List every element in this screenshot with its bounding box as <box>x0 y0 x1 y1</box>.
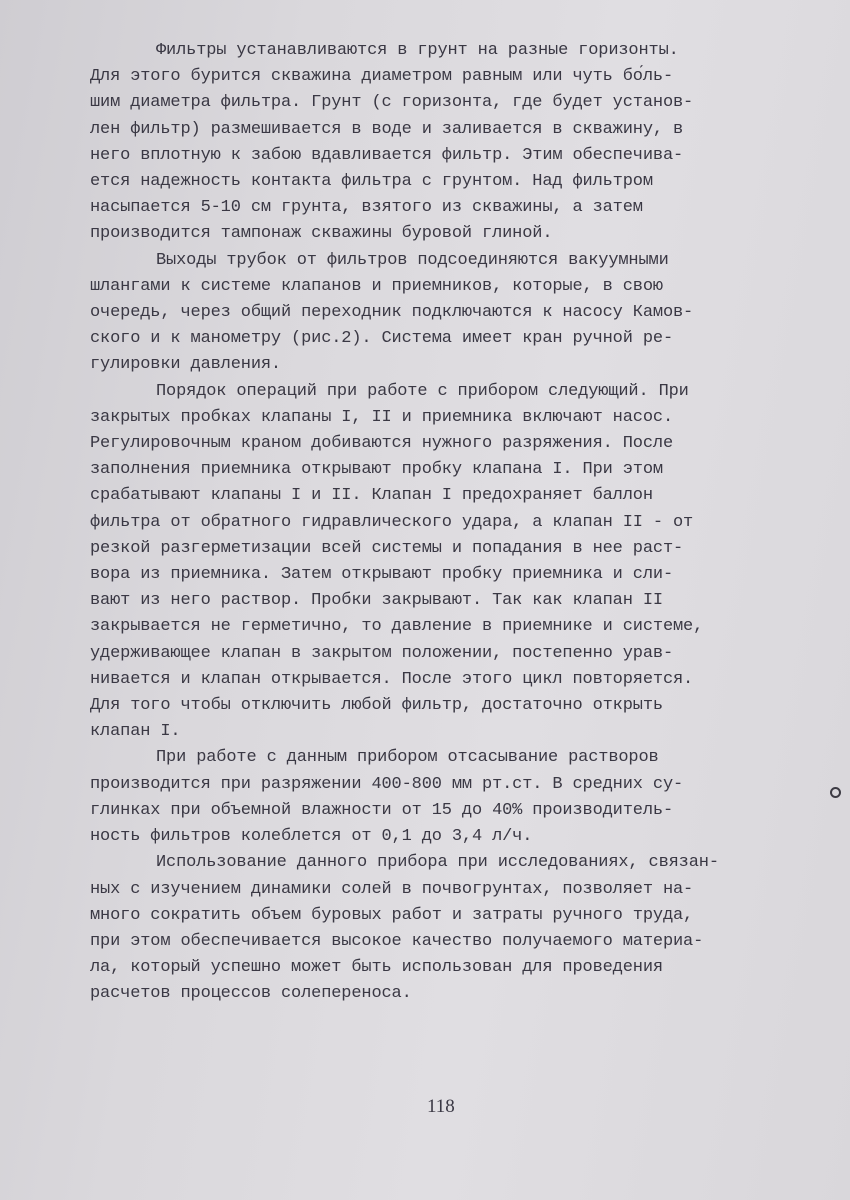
ink-mark <box>830 787 841 798</box>
text-line: ла, который успешно может быть использован для проведения <box>90 958 663 978</box>
text-line: клапан I. <box>90 722 181 742</box>
text-line: гулировки давления. <box>90 355 281 375</box>
paragraph-4 <box>90 745 820 850</box>
text-line: производится при разряжении 400-800 мм рт.ст. В средних су- <box>90 774 684 794</box>
text-line: ных с изучением динамики солей в почвогрунтах, позволяет на- <box>90 879 694 899</box>
text-line: много сократить объем буровых работ и затраты ручного труда, <box>90 905 694 925</box>
text-line: закрытых пробках клапаны I, II и приемника включают насос. <box>90 407 673 427</box>
text-line: шлангами к системе клапанов и приемников, которые, в свою <box>90 276 663 296</box>
text-line: ность фильтров колеблется от 0,1 до 3,4 л/ч. <box>90 827 533 847</box>
text-line: ется надежность контакта фильтра с грунтом. Над фильтром <box>90 172 653 192</box>
body-text <box>90 38 820 1008</box>
text-line: расчетов процессов солепереноса. <box>90 984 412 1004</box>
text-line: Фильтры устанавливаются в грунт на разные горизонты. <box>156 41 679 60</box>
text-line: закрывается не герметично, то давление в приемнике и системе, <box>90 617 704 637</box>
text-line: ского и к манометру (рис.2). Система имеет кран ручной ре- <box>90 329 673 349</box>
text-line: него вплотную к забою вдавливается фильтр. Этим обеспечива- <box>90 145 684 165</box>
text-line: При работе с данным прибором отсасывание растворов <box>156 748 659 768</box>
text-line: производится тампонаж скважины буровой глиной. <box>90 224 553 244</box>
paragraph-2 <box>90 248 820 379</box>
page-number: 118 <box>427 1096 455 1117</box>
text-line: Использование данного прибора при исследованиях, связан- <box>156 853 719 873</box>
text-line: при этом обеспечивается высокое качество получаемого материа- <box>90 931 704 951</box>
text-line: вора из приемника. Затем открывают пробку приемника и сли- <box>90 565 673 585</box>
text-line: заполнения приемника открывают пробку клапана I. При этом <box>90 460 663 480</box>
text-line: лен фильтр) размешивается в воде и заливается в скважину, в <box>90 119 684 139</box>
text-line: вают из него раствор. Пробки закрывают. Так как клапан II <box>90 591 663 611</box>
paragraph-1 <box>90 38 820 248</box>
text-line: резкой разгерметизации всей системы и попадания в нее раст- <box>90 538 684 558</box>
paragraph-5 <box>90 850 820 1007</box>
text-line: глинках при объемной влажности от 15 до 40% производитель- <box>90 800 673 820</box>
text-line: фильтра от обратного гидравлического удара, а клапан II - от <box>90 512 694 532</box>
text-line: Для того чтобы отключить любой фильтр, достаточно открыть <box>90 696 663 716</box>
paragraph-3 <box>90 379 820 746</box>
text-line: Порядок операций при работе с прибором следующий. При <box>156 381 689 401</box>
text-line: Регулировочным краном добиваются нужного разряжения. После <box>90 434 673 454</box>
text-line: нивается и клапан открывается. После этого цикл повторяется. <box>90 669 694 689</box>
text-line: насыпается 5-10 см грунта, взятого из скважины, а затем <box>90 198 643 218</box>
text-line: Выходы трубок от фильтров подсоединяются вакуумными <box>156 250 669 270</box>
text-line: шим диаметра фильтра. Грунт (с горизонта, где будет установ- <box>90 93 694 113</box>
text-line: срабатывают клапаны I и II. Клапан I предохраняет баллон <box>90 486 653 506</box>
text-line: очередь, через общий переходник подключаются к насосу Камов- <box>90 303 694 323</box>
text-line: Для этого бурится скважина диаметром равным или чуть бо́ль- <box>90 67 673 87</box>
text-line: удерживающее клапан в закрытом положении, постепенно урав- <box>90 643 673 663</box>
